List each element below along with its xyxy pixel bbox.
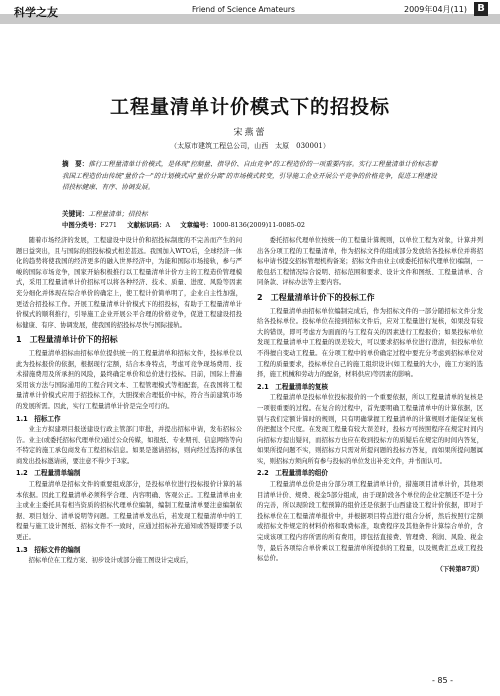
- section-1-1-heading: 1.1 招标工作: [16, 414, 61, 423]
- abstract-text: 推行工程量清单计价模式，是体现"控制量、指导价、自由竞争"的工程造价的一项重要内容。实行工程量清单计价标志着我国工程造价由传统"量价合一"的计划模式向"量价分离"的市场模式转变，引导施工企业开展公平竞争的价格竞争，促进工程建设招投标健康、有序、协调发展。: [62, 160, 438, 192]
- author-affiliation: （太原市建筑工程总公司，山西 太原 030001）: [170, 142, 330, 150]
- keywords: [62, 208, 440, 218]
- doc-code-value: A: [165, 221, 171, 229]
- section-2-2-heading: 2.2 工程量清单的组价: [257, 469, 329, 478]
- section-2-paragraph: 工程量清单由招标单位编制完成后，作为招标文件的一部分随招标文件分发给各投标单位。投标单位在接到招标文件后，应对工程量进行复核，如果没有较大的错误，即可考虑方为面面的与工程有关的因素进行工程报价；如果投标单位发现工程量清单中工程量的误差较大，可以要求招标单位进行澄清，但投标单位不得擅自变动工程量。在分项工程中的单价确定过程中要充分考虑到招标单位对工程的质量要求，投标单位自己的施工组织设计(如工程量的大小，施工方案的选择，施工机械和劳动力的配备，材料供应)等因素的影响。: [257, 307, 483, 379]
- section-2-1-heading: 2.1 工程量清单的复核: [257, 382, 329, 391]
- author-name: 宋燕蕾: [233, 128, 267, 138]
- section-1-1-paragraph: 业主方拟建项目报送建设行政主管部门审批，并提出招标申请，发布招标公告。业主(或委托招标代理单位)通过公众传媒，如报纸、专业期刊、信息网络等向不特定的施工承包商发布工程招标信息。如果是邀请招标，则向经过选择的承包商发出投标邀请函，要注意不得少于3家。: [16, 426, 242, 465]
- running-header: [0, 0, 500, 26]
- continued-note: （下转第87页）: [436, 565, 483, 573]
- article-no-label: 文章编号：: [180, 221, 213, 229]
- left-column: [16, 236, 242, 567]
- section-1-paragraph: 工程量清单招标由招标单位提供统一的工程量清单和招标文件，投标单位以此为投标报价的依据，根据现行定额，结合本身特点，考虑可竞争现场费用、技术措施费用及所承担的风险，最终确定单价和总价进行投标。目前，国际上普遍采用该方法与国际通用的工程合同文本、工程管理模式等相配套，在我国将工程量清单计价模式应用于招投标工作，大胆探索合理低价中标，符合当前建筑市场的发展所需。因此，实行工程量清单计价是完全可行的。: [16, 349, 242, 410]
- section-1-2-paragraph: 工程量清单是招标文件的重要组成部分，是投标单位进行投标报价计算的基本依据。因此工程量清单必须科学合理、内容明确、客观公正。工程量清单由业主或业主委托具有相当资质的招标代理单位编制，编制工程量清单要注意编制依据、项目划分、清单说明等问题。工程量清单发出后，若发现工程量清单中的工程量与施工设计图纸、招标文件不一致时，应通过招标补充通知或答疑即要予以更正。: [16, 481, 242, 542]
- column-name: 科学之友: [14, 6, 58, 19]
- section-1-3-heading: 1.3 招标文件的编制: [16, 545, 81, 554]
- section-1-2-heading: 1.2 工程量清单编制: [16, 469, 81, 478]
- header-bar: [0, 14, 500, 24]
- clc-label: 中图分类号：: [62, 221, 101, 229]
- section-2-heading: 2 工程量清单计价下的投标工作: [257, 292, 375, 302]
- abstract: [62, 159, 440, 194]
- right-column: [257, 236, 483, 575]
- section-2-2-paragraph: 工程量清单总价是由分部分项工程量清单计价，措施项目清单计价，其他项目清单计价、规费、税金5部分组成，由于现阶段各个单位的企业定额还不是十分的完善，所以现阶段工程预算的组价还是依据于山西建设工程计价依据，即对于投标单位在工程量清单报价中，并根据项目特点进行组合分析，然后按照行定额或招标文件规定的材料价格和取费标准，取费程序及其他条件计算综合单价，含完成该项工程内容所需的所有费用，即包括直接费、管理费、利润、风险、税金等，最后各项综合单价乘以工程量清单所提供的工程量，以及规费汇总成工程投标总价。: [257, 481, 483, 563]
- page-number: - 85 -: [432, 676, 454, 685]
- section-2-1-paragraph: 工程量清单是投标单位投标报价的一个重要依据，所以工程量清单的复核是一项很重要的过程。在复合的过程中，首先要明确工程量清单中的计算依据，区别与我们定额计算时的规则，只有明确掌握工程量清单的计算规则才能保证复核的把握这个尺度。在发现工程量有较大误差时，投标方可按照程序在规定时间内向招标方提出疑问，而招标方也应在收到投标方的质疑后在规定的时间内答复，如果所提问题不实，则招标方只需对所提问题的投标方答复，而如果所提问题属实，则招标方须向所有参与投标的单位发出补充文件，并书面认可。: [257, 394, 483, 465]
- doc-code-label: 文献标识码：: [127, 221, 166, 229]
- issue-label: 2009年04月(11): [404, 5, 467, 14]
- intro-paragraph: 随着市场经济的发展，工程建设中设计价和招投标制度的不完善而产生的问题日益突出，且与国际的招投标模式相差甚远。我国加入WTO后，全球经济一体化的趋势将使我国的经济更多的融入世界经济中，为能和国际市场接轨，参与严峻的国际市场竞争，国家开始积极推行以工程量清单计价方主的工程造价管理模式，采用工程量清单计价招标可以将各种经济、技术、质量、进度、风险等因素充分细化并体现在综合单价的确定上，使工程计价简单明了，企业自主性加强，更适合招投标工作。开展工程量清单计价模式下的招投标，有助于工程量清单计价模式的顺利推行，引导施工企业开展公平合理的价格竞争，促进工程建设招投标健康、有序、协调发展，使我国的招投标尽快与国际接轨。: [16, 237, 242, 329]
- keywords-label: 关键词：: [62, 210, 89, 218]
- clc-value: F271: [100, 221, 117, 229]
- keywords-text: 工程量清单；招投标: [88, 210, 148, 218]
- classification-line: [62, 220, 482, 229]
- section-badge: B: [474, 2, 488, 16]
- article-no-value: 1000-8136(2009)11-0085-02: [212, 221, 305, 229]
- article-title: 工程量清单计价模式下的招投标: [109, 96, 390, 118]
- journal-name: Friend of Science Amateurs: [192, 5, 295, 14]
- abstract-label: 摘 要：: [62, 160, 89, 168]
- right-continuation-paragraph: 委托招标代理单位按统一的工程量计算规则，以单位工程为对象，计算并列出各分项工程的工程量清单，作为招标文件的组成部分发放给各投标单位并将招标申请书提交招标管理机构备案；招标文件由业主(或委托招标代理单位)编制，一般包括工程情况综合说明、招标范围和要求、设计文件和图纸、工程量清单、合同条款、评标办法等主要内容。: [257, 237, 483, 287]
- section-1-3-paragraph: 招标单位在工程方案、初步设计或部分施工图设计完成后，: [28, 557, 193, 565]
- section-1-heading: 1 工程量清单计价下的招标: [16, 335, 118, 345]
